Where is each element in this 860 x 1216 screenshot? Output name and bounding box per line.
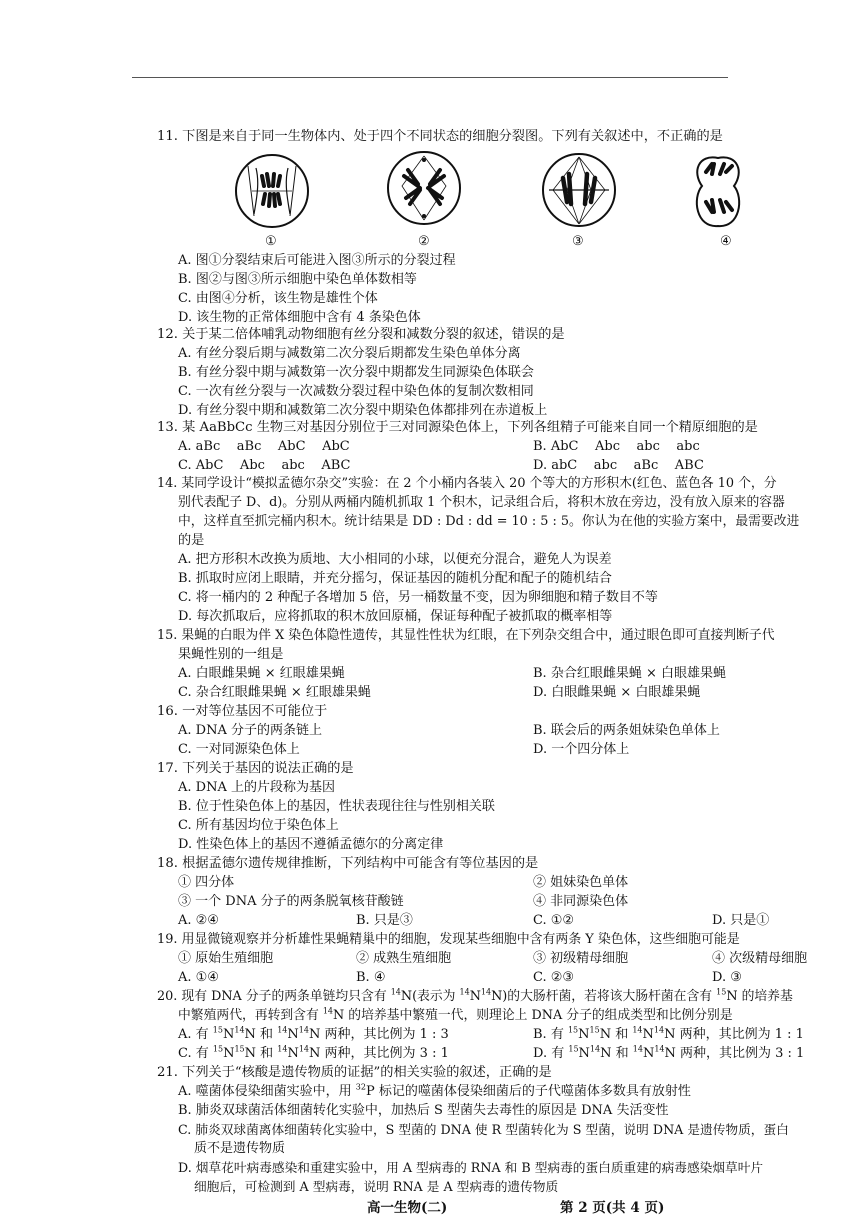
q12-option-d: D. 有丝分裂中期和减数第二次分裂中期染色体都排列在赤道板上 [178, 403, 548, 418]
q15-option-c: C. 杂合红眼雌果蝇 × 红眼雄果蝇 [178, 685, 371, 700]
q20-stem-line1: 20. 现有 DNA 分子的两条单链均只含有 $^{14}$N(表示为 $^{14}N^{14}N$)的大肠杆菌，若将该大肠杆菌在含有 $^{15}$N 的培养基 [157, 987, 793, 1004]
q20-option-d: D. 有 $^{15}N^{14}N$ 和 $^{14}N^{14}N$ 两种，其比例为 3 : 1 [533, 1044, 805, 1061]
q14-stem-line1: 14. 某同学设计“模拟孟德尔杂交”实验：在 2 个小桶内各装入 20 个等大的方形积木(红色、蓝色各 10 个，分 [157, 476, 777, 491]
q11-option-d: D. 该生物的正常体细胞中含有 4 条染色体 [178, 310, 421, 325]
q14-stem-line3: 中，这样直至抓完桶内积木。统计结果是 DD : Dd : dd = 10 : 5 : 5。你认为在他的实验方案中，最需要改进 [178, 514, 800, 529]
q17-option-a: A. DNA 上的片段称为基因 [178, 780, 335, 795]
q19-option-b: B. ④ [356, 970, 386, 985]
q15-option-a: A. 白眼雌果蝇 × 红眼雄果蝇 [178, 666, 345, 681]
q19-item-4: ④ 次级精母细胞 [712, 951, 808, 966]
q13-option-b: B. AbC Abc abc abc [533, 439, 700, 454]
q12-stem: 12. 关于某二倍体哺乳动物细胞有丝分裂和减数分裂的叙述，错误的是 [157, 327, 565, 342]
q18-option-b: B. 只是③ [356, 913, 413, 928]
q13-option-c: C. AbC Abc abc ABC [178, 458, 351, 473]
q12-option-b: B. 有丝分裂中期与减数第一次分裂中期都发生同源染色体联会 [178, 365, 534, 380]
footer-subject: 高一生物(二) [367, 1200, 448, 1216]
q17-option-c: C. 所有基因均位于染色体上 [178, 818, 339, 833]
q17-stem: 17. 下列关于基因的说法正确的是 [157, 761, 354, 776]
figure-label-4: ④ [720, 234, 732, 249]
q16-option-c: C. 一对同源染色体上 [178, 742, 300, 757]
q14-option-d: D. 每次抓取后，应将抓取的积木放回原桶，保证每种配子被抓取的概率相等 [178, 609, 613, 624]
q21-option-d-line1: D. 烟草花叶病毒感染和重建实验中，用 A 型病毒的 RNA 和 B 型病毒的蛋白质重建的病毒感染烟草叶片 [178, 1160, 764, 1175]
q13-option-a: A. aBc aBc AbC AbC [178, 439, 350, 454]
q19-item-3: ③ 初级精母细胞 [533, 951, 629, 966]
figure-label-3: ③ [572, 234, 584, 249]
q15-stem-line2: 果蝇性别的一组是 [178, 647, 284, 662]
q16-option-d: D. 一个四分体上 [533, 742, 630, 757]
q18-stem: 18. 根据孟德尔遗传规律推断，下列结构中可能含有等位基因的是 [157, 856, 539, 871]
q19-stem: 19. 用显微镜观察并分析雄性果蝇精巢中的细胞，发现某些细胞中含有两条 Y 染色体，这些细胞可能是 [157, 932, 740, 947]
q19-item-1: ① 原始生殖细胞 [178, 951, 274, 966]
q12-option-a: A. 有丝分裂后期与减数第二次分裂后期都发生染色单体分离 [178, 346, 521, 361]
cell-figure-1 [232, 152, 312, 232]
q21-option-b: B. 肺炎双球菌活体细菌转化实验中，加热后 S 型菌失去毒性的原因是 DNA 失活变性 [178, 1103, 669, 1118]
q17-option-b: B. 位于性染色体上的基因，性状表现往往与性别相关联 [178, 799, 495, 814]
q20-stem-line2: 中繁殖两代，再转到含有 $^{14}$N 的培养基中繁殖一代，则理论上 DNA 分子的组成类型和比例分别是 [178, 1006, 733, 1023]
q20-option-c: C. 有 $^{15}N^{15}N$ 和 $^{14}N^{14}N$ 两种，其比例为 3 : 1 [178, 1044, 449, 1061]
q18-item-2: ② 姐妹染色单体 [533, 875, 629, 890]
q21-stem: 21. 下列关于“核酸是遗传物质的证据”的相关实验的叙述，正确的是 [157, 1065, 552, 1080]
footer-page-number: 第 2 页(共 4 页) [560, 1200, 665, 1216]
q17-option-d: D. 性染色体上的基因不遵循孟德尔的分离定律 [178, 837, 444, 852]
q11-option-c: C. 由图④分析，该生物是雄性个体 [178, 291, 378, 306]
cell-figure-3 [539, 152, 619, 230]
cell-figure-4 [688, 150, 748, 234]
q18-item-3: ③ 一个 DNA 分子的两条脱氧核苷酸链 [178, 894, 404, 909]
q14-stem-line4: 的是 [178, 533, 205, 548]
q15-option-d: D. 白眼雌果蝇 × 白眼雄果蝇 [533, 685, 701, 700]
q19-option-a: A. ①④ [178, 970, 219, 985]
q11-option-a: A. 图①分裂结束后可能进入图③所示的分裂过程 [178, 253, 456, 268]
q15-option-b: B. 杂合红眼雌果蝇 × 白眼雄果蝇 [533, 666, 726, 681]
q20-option-b: B. 有 $^{15}N^{15}N$ 和 $^{14}N^{14}N$ 两种，其比例为 1 : 1 [533, 1025, 804, 1042]
header-rule [132, 77, 728, 78]
q12-option-c: C. 一次有丝分裂与一次减数分裂过程中染色体的复制次数相同 [178, 384, 534, 399]
q21-option-c-line1: C. 肺炎双球菌离体细菌转化实验中，S 型菌的 DNA 使 R 型菌转化为 S 型菌，说明 DNA 是遗传物质，蛋白 [178, 1122, 789, 1137]
q19-item-2: ② 成熟生殖细胞 [356, 951, 452, 966]
q20-option-a: A. 有 $^{15}N^{14}N$ 和 $^{14}N^{14}N$ 两种，其比例为 1 : 3 [178, 1025, 449, 1042]
q14-option-a: A. 把方形积木改换为质地、大小相同的小球，以便充分混合，避免人为误差 [178, 552, 612, 567]
q14-stem-line2: 别代表配子 D、d)。分别从两桶内随机抓取 1 个积木，记录组合后，将积木放在旁边，没有放入原来的容器 [178, 495, 785, 510]
q21-option-d-line2: 细胞后，可检测到 A 型病毒，说明 RNA 是 A 型病毒的遗传物质 [194, 1179, 559, 1194]
cell-figure-2 [384, 150, 464, 228]
q13-option-d: D. abC abc aBc ABC [533, 458, 704, 473]
q18-option-d: D. 只是① [712, 913, 770, 928]
q11-option-b: B. 图②与图③所示细胞中染色单体数相等 [178, 272, 417, 287]
figure-label-1: ① [265, 234, 277, 249]
q14-option-b: B. 抓取时应闭上眼睛，并充分摇匀，保证基因的随机分配和配子的随机结合 [178, 571, 612, 586]
q18-item-1: ① 四分体 [178, 875, 235, 890]
q21-option-a: A. 噬菌体侵染细菌实验中，用 $^{32}$P 标记的噬菌体侵染细菌后的子代噬菌体多数具有放射性 [178, 1082, 691, 1099]
q16-option-a: A. DNA 分子的两条链上 [178, 723, 322, 738]
q19-option-d: D. ③ [712, 970, 742, 985]
figure-label-2: ② [418, 234, 430, 249]
q18-option-c: C. ①② [533, 913, 575, 928]
q15-stem-line1: 15. 果蝇的白眼为伴 X 染色体隐性遗传，其显性性状为红眼，在下列杂交组合中，通过眼色即可直接判断子代 [157, 628, 775, 643]
q16-stem: 16. 一对等位基因不可能位于 [157, 704, 328, 719]
q19-option-c: C. ②③ [533, 970, 575, 985]
q21-option-c-line2: 质不是遗传物质 [194, 1141, 286, 1156]
q11-stem: 11. 下图是来自于同一生物体内、处于四个不同状态的细胞分裂图。下列有关叙述中，不正确的是 [157, 129, 723, 144]
q13-stem: 13. 某 AaBbCc 生物三对基因分别位于三对同源染色体上，下列各组精子可能来自同一个精原细胞的是 [157, 420, 758, 435]
q18-item-4: ④ 非同源染色体 [533, 894, 629, 909]
q18-option-a: A. ②④ [178, 913, 219, 928]
q14-option-c: C. 将一桶内的 2 种配子各增加 5 倍，另一桶数量不变，因为卵细胞和精子数目不等 [178, 590, 658, 605]
q16-option-b: B. 联会后的两条姐妹染色单体上 [533, 723, 720, 738]
